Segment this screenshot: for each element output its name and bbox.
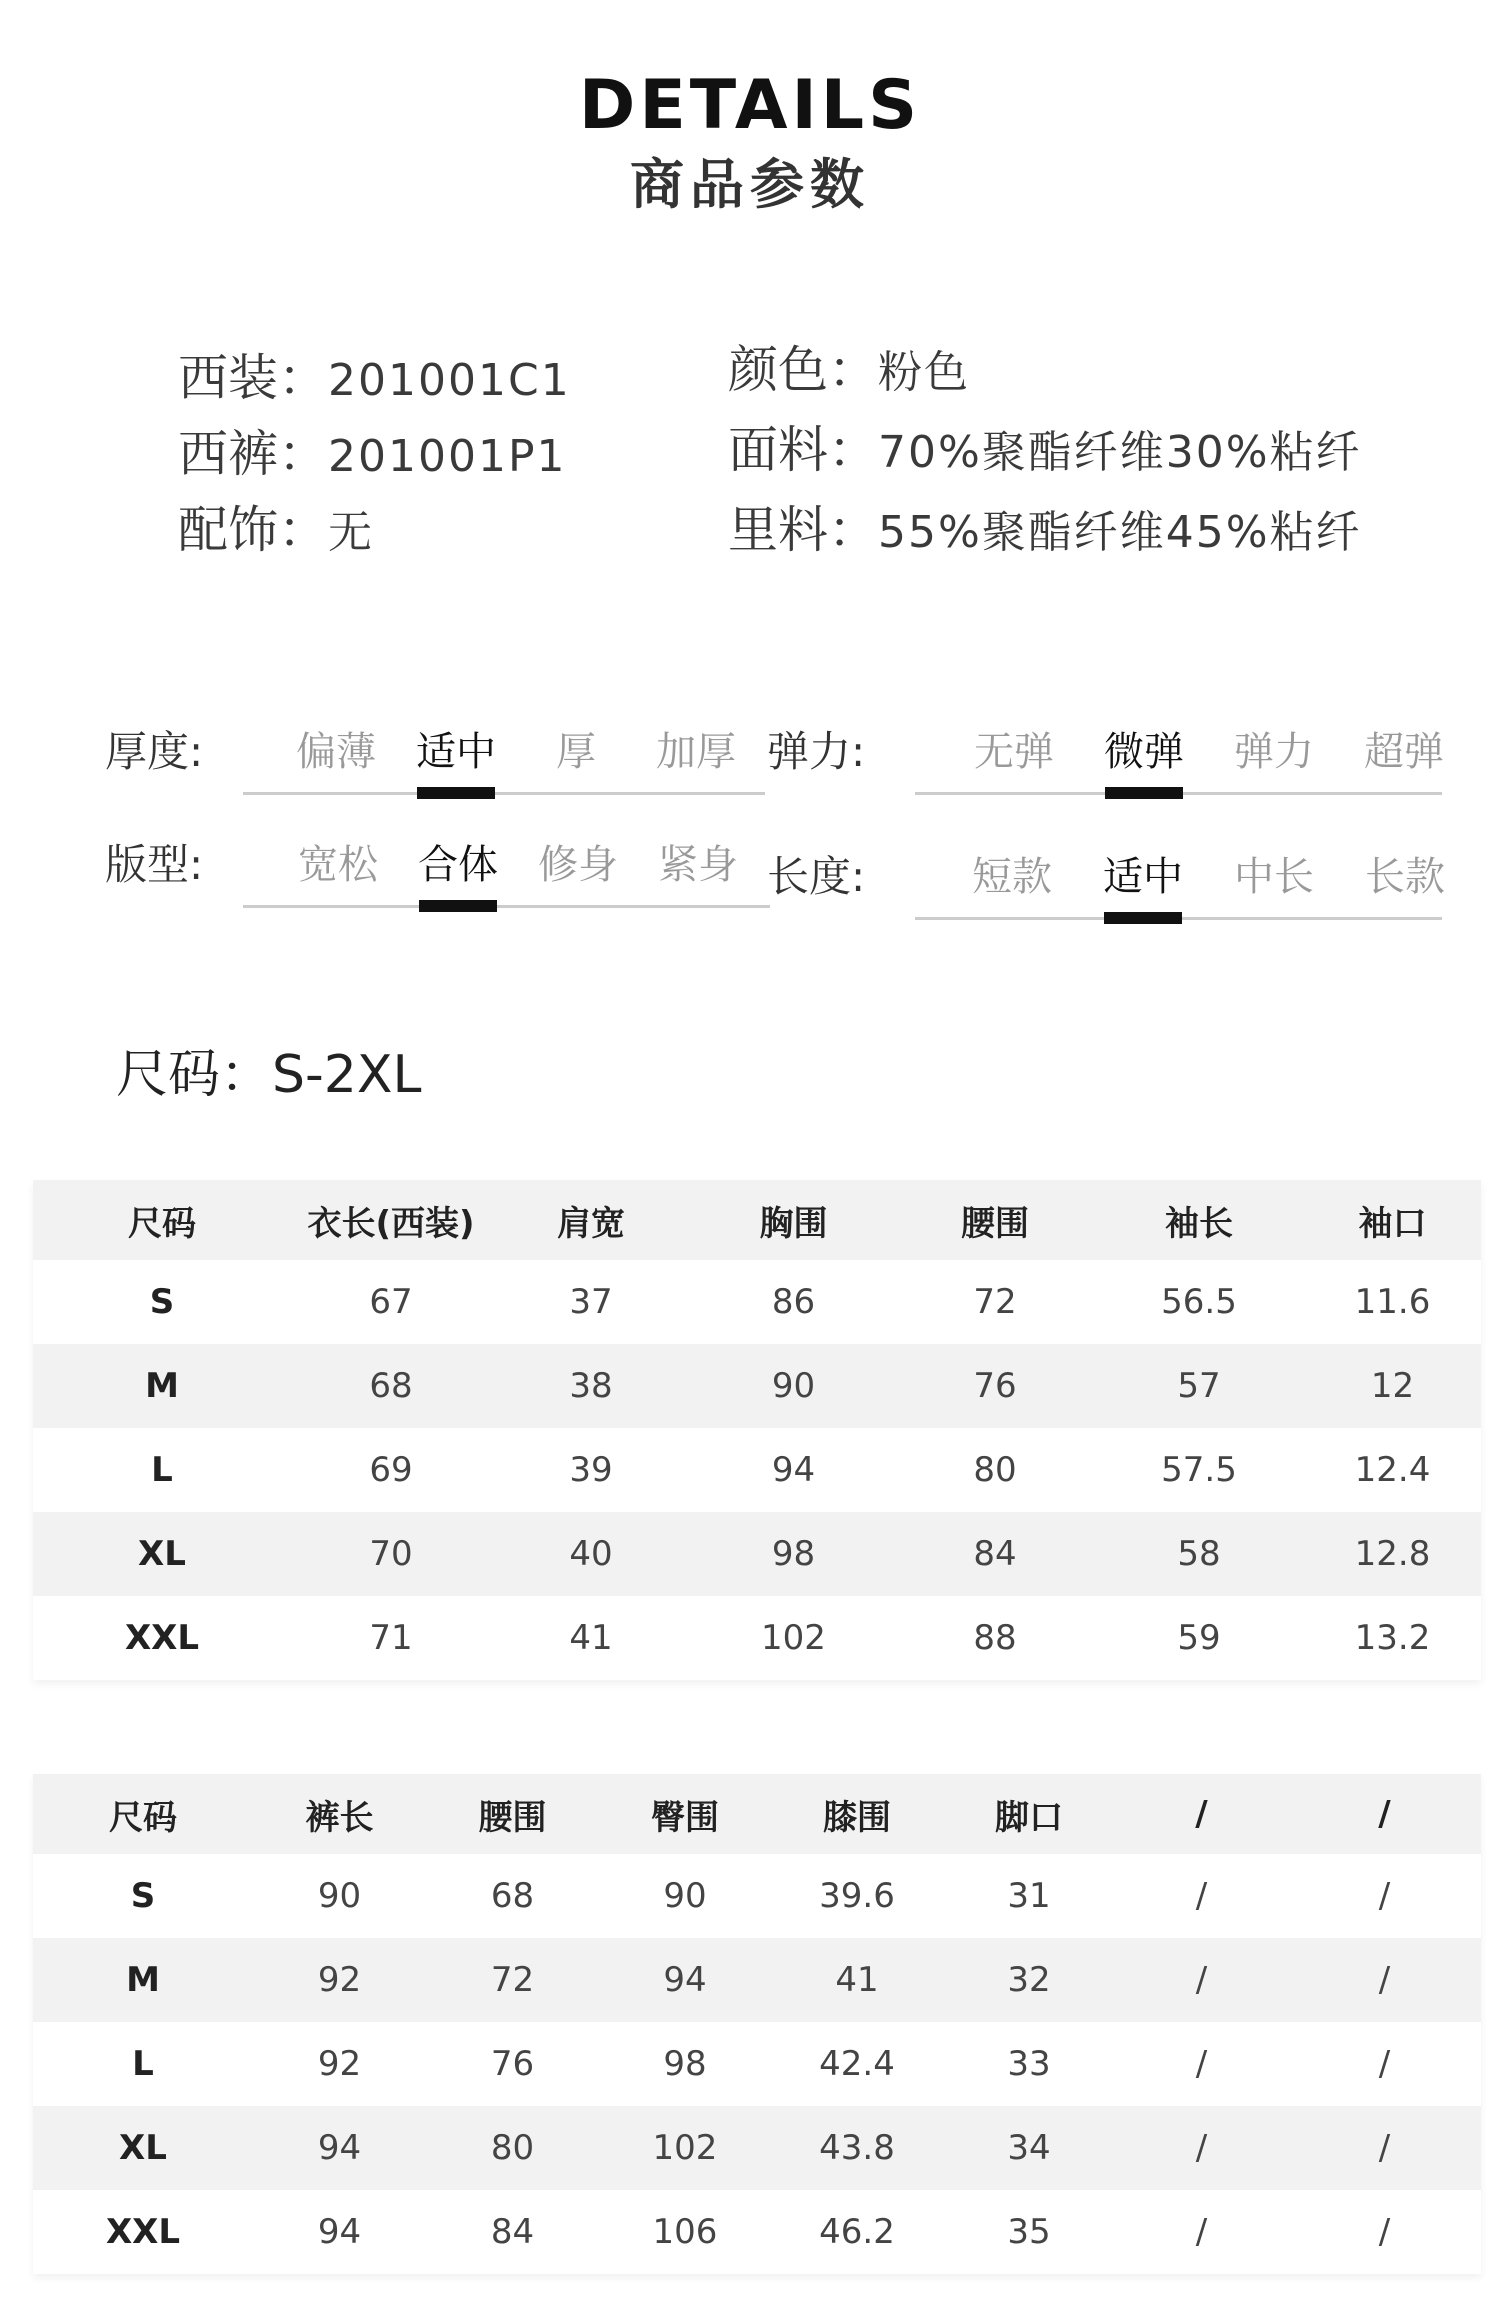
column-header: / xyxy=(1115,1774,1288,1854)
table-header-row xyxy=(33,1774,1481,1854)
measure-cell: 35 xyxy=(1007,2212,1051,2252)
spec-lining-label: 里料： xyxy=(728,501,878,559)
measure-cell: 72 xyxy=(426,1938,599,2022)
measure-cell: 56.5 xyxy=(1161,1282,1237,1322)
scale-length xyxy=(767,837,1445,977)
scale-fit-track xyxy=(243,905,770,908)
measure-cell: 94 xyxy=(317,2212,362,2252)
table-row xyxy=(33,1512,1481,1596)
size-cell: L xyxy=(151,1450,173,1490)
table-row xyxy=(33,2106,1481,2190)
spec-color xyxy=(728,340,970,400)
measure-cell: 40 xyxy=(491,1512,691,1596)
measure-cell: / xyxy=(1115,1938,1288,2022)
scale-elasticity xyxy=(767,712,1444,852)
scale-thickness-track xyxy=(243,792,765,795)
measure-cell: 31 xyxy=(1007,1876,1051,1916)
measure-cell: 38 xyxy=(491,1344,691,1428)
column-header: 臀围 xyxy=(599,1774,771,1854)
scale-length-option: 中长 xyxy=(1234,854,1314,900)
measure-cell: / xyxy=(1378,2044,1391,2084)
column-header: 腰围 xyxy=(426,1774,599,1854)
measure-cell: / xyxy=(1195,2212,1208,2252)
measure-cell: / xyxy=(1115,2106,1288,2190)
measure-cell: 92 xyxy=(253,1938,426,2022)
table-row xyxy=(33,1428,1481,1512)
spec-color-label: 颜色： xyxy=(728,341,878,399)
page-title: DETAILS xyxy=(578,66,922,145)
table-row xyxy=(33,2190,1481,2274)
spec-fabric xyxy=(728,420,1362,480)
measure-cell: 70 xyxy=(291,1512,491,1596)
scale-thickness-marker xyxy=(417,787,495,799)
size-cell: XL xyxy=(33,2106,253,2190)
measure-cell: 42.4 xyxy=(819,2044,895,2084)
scale-fit xyxy=(105,825,738,965)
column-header: 裤长 xyxy=(253,1774,426,1854)
measure-cell: 59 xyxy=(1177,1618,1221,1658)
size-cell: S xyxy=(149,1282,175,1322)
scale-fit-option: 紧身 xyxy=(658,842,738,888)
spec-lining xyxy=(728,500,1362,560)
spec-lining-value: 55%聚酯纤维45%粘纤 xyxy=(878,507,1362,558)
spec-pants-label: 西裤： xyxy=(178,425,328,483)
size-cell: XXL xyxy=(105,2212,181,2252)
measure-cell: / xyxy=(1288,2106,1481,2190)
column-header: 腰围 xyxy=(896,1180,1094,1260)
measure-cell: 13.2 xyxy=(1354,1618,1431,1658)
measure-cell: 69 xyxy=(369,1450,413,1490)
scale-length-option: 短款 xyxy=(972,854,1052,900)
measure-cell: 39 xyxy=(569,1450,613,1490)
scale-elasticity-option: 微弹 xyxy=(1104,729,1184,775)
size-cell: XXL xyxy=(124,1618,200,1658)
spec-color-value: 粉色 xyxy=(878,347,970,398)
scale-fit-marker xyxy=(419,900,497,912)
column-header: 袖长 xyxy=(1094,1180,1304,1260)
table-row xyxy=(33,1596,1481,1680)
measure-cell: / xyxy=(1288,1938,1481,2022)
measure-cell: 90 xyxy=(663,1876,707,1916)
scale-fit-option: 宽松 xyxy=(298,842,378,888)
measure-cell: 102 xyxy=(761,1618,826,1658)
table-row xyxy=(33,1260,1481,1344)
scale-elasticity-option: 弹力 xyxy=(1234,729,1314,775)
scale-thickness-option: 偏薄 xyxy=(296,729,376,775)
spec-pants xyxy=(178,424,567,484)
measure-cell: 11.6 xyxy=(1354,1282,1431,1322)
measure-cell: 94 xyxy=(253,2106,426,2190)
spec-accessory-label: 配饰： xyxy=(178,501,328,559)
measure-cell: 57 xyxy=(1094,1344,1304,1428)
pants-size-table xyxy=(33,1774,1481,2274)
measure-cell: 12.8 xyxy=(1304,1512,1481,1596)
measure-cell: 98 xyxy=(663,2044,707,2084)
measure-cell: 106 xyxy=(652,2212,718,2252)
table-row xyxy=(33,1938,1481,2022)
column-header: 脚口 xyxy=(943,1774,1115,1854)
measure-cell: 68 xyxy=(490,1876,535,1916)
spec-fabric-label: 面料： xyxy=(728,421,878,479)
size-cell: XL xyxy=(33,1512,291,1596)
scale-thickness-option: 适中 xyxy=(416,729,496,775)
measure-cell: 12 xyxy=(1304,1344,1481,1428)
scale-thickness-option: 加厚 xyxy=(656,729,736,775)
measure-cell: 34 xyxy=(943,2106,1115,2190)
measure-cell: 41 xyxy=(771,1938,943,2022)
scale-fit-option: 合体 xyxy=(418,842,498,888)
scale-elasticity-marker xyxy=(1105,787,1183,799)
scale-elasticity-option: 无弹 xyxy=(974,729,1054,775)
scale-length-option: 适中 xyxy=(1103,854,1183,900)
measure-cell: 102 xyxy=(599,2106,771,2190)
measure-cell: 72 xyxy=(973,1282,1017,1322)
measure-cell: 43.8 xyxy=(771,2106,943,2190)
measure-cell: 57.5 xyxy=(1161,1450,1237,1490)
measure-cell: 90 xyxy=(317,1876,362,1916)
measure-cell: 68 xyxy=(291,1344,491,1428)
measure-cell: 90 xyxy=(691,1344,896,1428)
measure-cell: 98 xyxy=(691,1512,896,1596)
table-header-row xyxy=(33,1180,1481,1260)
measure-cell: 58 xyxy=(1094,1512,1304,1596)
scale-elasticity-option: 超弹 xyxy=(1364,729,1444,775)
measure-cell: 86 xyxy=(771,1282,816,1322)
scale-length-option: 长款 xyxy=(1365,854,1445,900)
scale-thickness-label: 厚度: xyxy=(105,727,204,776)
page-subtitle: 商品参数 xyxy=(630,153,870,216)
column-header: / xyxy=(1288,1774,1481,1854)
table-body xyxy=(33,1260,1481,1680)
measure-cell: 84 xyxy=(490,2212,535,2252)
measure-cell: / xyxy=(1378,1876,1391,1916)
measure-cell: 71 xyxy=(369,1618,413,1658)
measure-cell: 39.6 xyxy=(819,1876,895,1916)
measure-cell: / xyxy=(1195,1876,1208,1916)
measure-cell: 76 xyxy=(896,1344,1094,1428)
spec-fabric-value: 70%聚酯纤维30%粘纤 xyxy=(878,427,1362,478)
size-cell: L xyxy=(132,2044,154,2084)
spec-suit-label: 西装： xyxy=(178,349,328,407)
table-row xyxy=(33,1854,1481,1938)
size-cell: M xyxy=(33,1938,253,2022)
scale-fit-label: 版型: xyxy=(105,840,204,889)
measure-cell: 67 xyxy=(369,1282,413,1322)
table-row xyxy=(33,2022,1481,2106)
table-body xyxy=(33,1854,1481,2274)
spec-suit xyxy=(178,348,571,408)
measure-cell: 80 xyxy=(973,1450,1017,1490)
scale-length-marker xyxy=(1104,912,1182,924)
size-range: 尺码：S-2XL xyxy=(116,1045,422,1105)
column-header: 胸围 xyxy=(691,1180,896,1260)
measure-cell: 12.4 xyxy=(1354,1450,1431,1490)
scale-thickness-option: 厚 xyxy=(556,729,596,775)
measure-cell: / xyxy=(1195,2044,1208,2084)
measure-cell: 80 xyxy=(426,2106,599,2190)
column-header: 尺码 xyxy=(33,1180,291,1260)
measure-cell: 92 xyxy=(317,2044,362,2084)
scale-fit-option: 修身 xyxy=(538,842,618,888)
measure-cell: 76 xyxy=(490,2044,535,2084)
measure-cell: / xyxy=(1378,2212,1391,2252)
column-header: 膝围 xyxy=(771,1774,943,1854)
measure-cell: 94 xyxy=(771,1450,816,1490)
measure-cell: 32 xyxy=(943,1938,1115,2022)
spec-pants-value: 201001P1 xyxy=(328,431,567,482)
column-header: 肩宽 xyxy=(491,1180,691,1260)
spec-accessory-value: 无 xyxy=(328,507,374,558)
measure-cell: 84 xyxy=(896,1512,1094,1596)
measure-cell: 94 xyxy=(599,1938,771,2022)
spec-accessory xyxy=(178,500,374,560)
measure-cell: 33 xyxy=(1007,2044,1051,2084)
scale-length-label: 长度: xyxy=(767,852,866,901)
measure-cell: 37 xyxy=(569,1282,613,1322)
suit-size-table xyxy=(33,1180,1481,1680)
column-header: 衣长(西装) xyxy=(291,1180,491,1260)
column-header: 尺码 xyxy=(33,1774,253,1854)
table-row xyxy=(33,1344,1481,1428)
scale-elasticity-label: 弹力: xyxy=(767,727,866,776)
column-header: 袖口 xyxy=(1304,1180,1481,1260)
measure-cell: 46.2 xyxy=(819,2212,895,2252)
size-cell: M xyxy=(33,1344,291,1428)
measure-cell: 88 xyxy=(973,1618,1017,1658)
measure-cell: 41 xyxy=(569,1618,613,1658)
spec-suit-value: 201001C1 xyxy=(328,355,571,406)
size-cell: S xyxy=(130,1876,156,1916)
